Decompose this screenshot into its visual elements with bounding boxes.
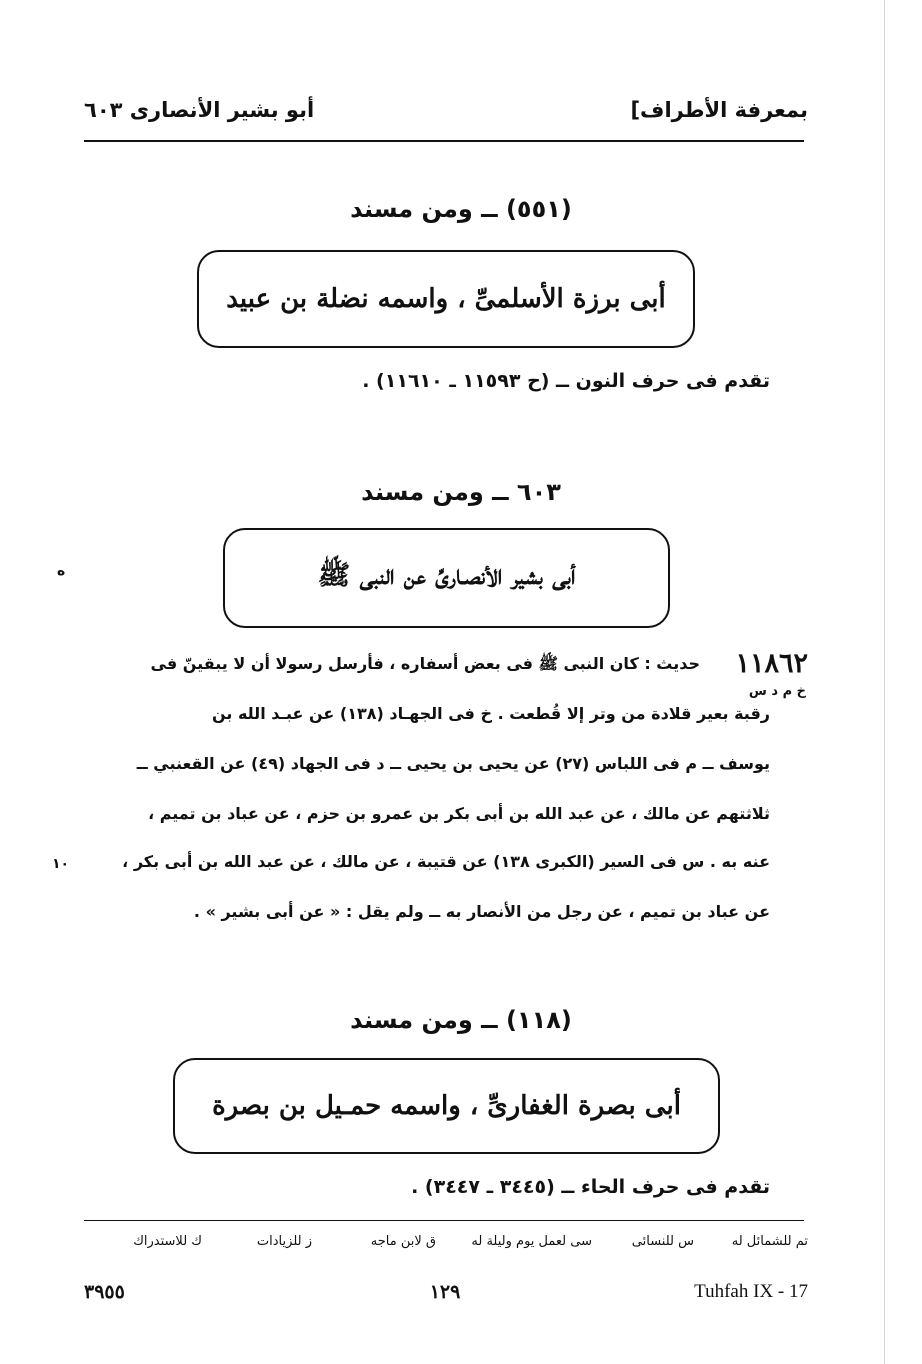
volume-signature: Tuhfah IX - 17 [694,1281,808,1302]
footer-code: ٣٩٥٥ [84,1282,125,1303]
musnad-name-box [223,528,670,628]
cross-reference: تقدم فى حرف الحاء ــ (٣٤٤٥ ـ ٣٤٤٧) . [411,1176,770,1198]
hadith-line: رقبة بعير قلادة من وتر إلا قُطعت . خ فى الجهـاد (١٣٨) عن عبـد الله بن [211,704,770,723]
musnad-name-box [197,250,695,348]
hadith-number: ١١٨٦٢ [735,648,808,679]
abbreviation-key: س للنسائى [631,1234,694,1249]
abbreviation-key: سى لعمل يوم وليلة له [471,1234,592,1249]
abbreviation-key: تم للشمائل له [731,1234,808,1249]
abbreviation-key: ك للاستدراك [133,1234,202,1249]
musnad-name: أبى برزة الأسلمىِّ ، واسمه نضلة بن عبيد [226,284,666,314]
margin-line-number: ١٠ [52,856,70,872]
hadith-line: ثلاثتهم عن مالك ، عن عبد الله بن أبى بكر بن عمرو بن حزم ، عن عباد بن تميم ، [148,804,770,823]
abbreviation-key: ز للزيادات [256,1234,312,1249]
hadith-sigla: خ م د س [748,684,806,699]
hadith-line: حديث : كان النبى ﷺ فى بعض أسفاره ، فأرسل رسولا أن لا يبقينّ فى [150,654,700,673]
section-title: (٥٥١) ــ ومن مسند [350,195,572,223]
hadith-line: يوسف ــ م فى اللباس (٢٧) عن يحيى بن يحيى ــ د فى الجهاد (٤٩) عن القعنبي ــ [136,754,770,773]
header-rule [84,140,804,142]
musnad-name-box [173,1058,720,1154]
section-title: ٦٠٣ ــ ومن مسند [361,478,561,506]
section-title: (١١٨) ــ ومن مسند [350,1006,572,1034]
cross-reference: تقدم فى حرف النون ــ (ح ١١٥٩٣ ـ ١١٦١٠) . [362,370,770,392]
hadith-line: عنه به . س فى السير (الكبرى ١٣٨) عن قتيبة ، عن مالك ، عن عبد الله بن أبى بكر ، [122,852,770,871]
musnad-name: أبى بشير الأنصـارىِّ عن النبى ﷺ [317,560,576,591]
page-number: ١٢٩ [429,1282,461,1303]
footer-rule [84,1220,804,1221]
margin-circle-mark: ه [57,563,66,579]
hadith-line: عن عباد بن تميم ، عن رجل من الأنصار به ــ ولم يقل : « عن أبى بشير » . [193,902,770,921]
musnad-name: أبى بصرة الغفارىِّ ، واسمه حمـيل بن بصرة [212,1091,681,1121]
header-right-title: بمعرفة الأطراف] [630,98,808,122]
abbreviation-key: ق لابن ماجه [370,1234,436,1249]
header-left-title: أبو بشير الأنصارى ٦٠٣ [84,98,315,122]
